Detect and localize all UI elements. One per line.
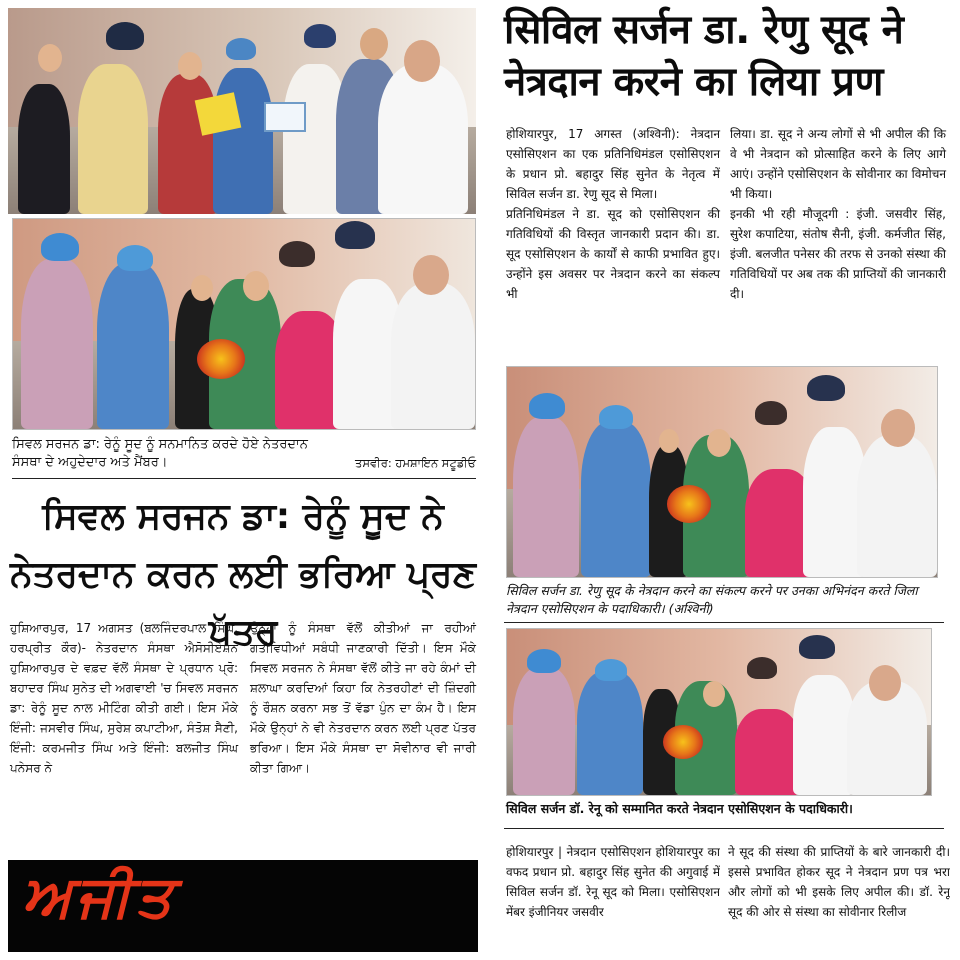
flower-bouquet	[667, 485, 711, 523]
divider	[12, 478, 476, 479]
ajit-masthead	[8, 860, 478, 952]
divider	[504, 622, 944, 623]
hindi-body-column-1: होशियारपुर, 17 अगस्त (अश्विनी): नेत्रदान एसोसिएशन का एक प्रतिनिधिमंडल एसोसिएशन के प्रधान प्रो. बहादुर सिंह सुनेत के नेतृत्व में सिविल सर्जन डा. रेणु सूद से मिला। प्रतिनिधिमंडल ने डा. सूद को एसोसिएशन की गतिविधियों की विस्तृत जानकारी प्रदान की। डा. सूद एसोसिएशन के कार्यों से काफी प्रभावित हुए। उन्होंने इस अवसर पर नेत्रदान करने का संकल्प भी	[506, 127, 720, 301]
photo-group-bouquet-punjabi	[12, 218, 476, 430]
divider	[504, 828, 944, 829]
hindi-2-body-column-2: ने सूद की संस्था की प्राप्तियों के बारे जानकारी दी। इससे प्रभावित होकर सूद ने नेत्रदान प्रण पत्र भरा और लोगों को भी इसके लिए अपील की। डॉ. रेनू सूद की ओर से संस्था का सोवीनार रिलीज	[728, 845, 950, 919]
photo-group-bouquet-hindi-2	[506, 628, 932, 796]
punjabi-body-column-1: ਹੁਸ਼ਿਆਰਪੁਰ, 17 ਅਗਸਤ (ਬਲਜਿੰਦਰਪਾਲ ਸਿੰਘ, ਹਰਪ੍ਰੀਤ ਕੌਰ)- ਨੇਤਰਦਾਨ ਸੰਸਥਾ ਐਸੋਸੀਏਸ਼ਨ ਹੁਸ਼ਿਆਰਪੁਰ ਦੇ ਵਫ਼ਦ ਵੱਲੋਂ ਸੰਸਥਾ ਦੇ ਪ੍ਰਧਾਨ ਪ੍ਰੋ: ਬਹਾਦਰ ਸਿੰਘ ਸੁਨੇਤ ਦੀ ਅਗਵਾਈ 'ਚ ਸਿਵਲ ਸਰਜਨ ਡਾ: ਰੇਨੂੰ ਸੂਦ ਨਾਲ ਮੀਟਿੰਗ ਕੀਤੀ ਗਈ। ਇਸ ਮੌਕੇ ਇੰਜੀ: ਜਸਵੀਰ ਸਿੰਘ, ਸੁਰੇਸ਼ ਕਪਾਟੀਆ, ਸੰਤੋਸ਼ ਸੈਣੀ, ਇੰਜੀ: ਕਰਮਜੀਤ ਸਿੰਘ ਅਤੇ ਇੰਜੀ: ਬਲਜੀਤ ਸਿੰਘ ਪਨੇਸਰ ਨੇ	[10, 621, 238, 775]
punjabi-photo-caption	[12, 436, 476, 472]
flower-bouquet	[663, 725, 703, 759]
hindi-headline-line1: सिविल सर्जन डा. रेणु सूद ने	[504, 7, 904, 53]
photo-group-office	[8, 8, 476, 214]
punjabi-photo-credit: ਤਸਵੀਰ: ਹਮਸ਼ਾਇਨ ਸਟੂਡੀਓ	[355, 456, 476, 470]
punjabi-headline-line2: ਨੇਤਰਦਾਨ ਕਰਨ ਲਈ ਭਰਿਆ ਪ੍ਰਣ ਪੱਤਰ	[10, 554, 476, 653]
punjabi-body-column-2: ਉਨ੍ਹਾਂ ਨੂੰ ਸੰਸਥਾ ਵੱਲੋਂ ਕੀਤੀਆਂ ਜਾ ਰਹੀਆਂ ਗਤੀਵਿਧੀਆਂ ਸਬੰਧੀ ਜਾਣਕਾਰੀ ਦਿੱਤੀ। ਇਸ ਮੌਕੇ ਸਿਵਲ ਸਰਜਨ ਨੇ ਸੰਸਥਾ ਵੱਲੋਂ ਕੀਤੇ ਜਾ ਰਹੇ ਕੰਮਾਂ ਦੀ ਸ਼ਲਾਘਾ ਕਰਦਿਆਂ ਕਿਹਾ ਕਿ ਨੇਤਰਹੀਣਾਂ ਦੀ ਜ਼ਿੰਦਗੀ ਨੂੰ ਰੌਸ਼ਨ ਕਰਨਾ ਸਭ ਤੋਂ ਵੱਡਾ ਪੁੰਨ ਦਾ ਕੰਮ ਹੈ। ਇਸ ਮੌਕੇ ਉਨ੍ਹਾਂ ਨੇ ਵੀ ਨੇਤਰਦਾਨ ਕਰਨ ਲਈ ਪ੍ਰਣ ਪੱਤਰ ਭਰਿਆ। ਇਸ ਮੌਕੇ ਸੰਸਥਾ ਦਾ ਸੋਵੀਨਾਰ ਵੀ ਜਾਰੀ ਕੀਤਾ ਗਿਆ।	[250, 621, 476, 775]
punjabi-headline-line1: ਸਿਵਲ ਸਰਜਨ ਡਾ: ਰੇਨੂੰ ਸੂਦ ਨੇ	[42, 496, 444, 537]
certificate	[264, 102, 306, 132]
photo-group-bouquet-hindi	[506, 366, 938, 578]
hindi-photo-caption: सिविल सर्जन डा. रेणु सूद के नेत्रदान करने का संकल्प करने पर उनका अभिनंदन करते जिला नेत्रदान एसोसिएशन के पदाधिकारी। (अश्विनी)	[506, 583, 918, 616]
hindi-headline	[504, 4, 952, 108]
flower-bouquet	[197, 339, 245, 379]
hindi-body-column-2: लिया। डा. सूद ने अन्य लोगों से भी अपील की कि वे भी नेत्रदान को प्रोत्साहित करने के लिए आगे आएं। उन्होंने एसोसिएशन के सोवीनार का विमोचन भी किया। इनकी भी रही मौजूदगी : इंजी. जसवीर सिंह, सुरेश कपाटिया, संतोष सैनी, इंजी. कर्मजीत सिंह, इंजी. बलजीत पनेसर की तरफ से उनको संस्था की गतिविधियों पर अब तक की प्राप्तियों की जानकारी दी।	[730, 127, 946, 301]
punjabi-photo-caption-line2: ਸੰਸਥਾ ਦੇ ਅਹੁਦੇਦਾਰ ਅਤੇ ਮੈਂਬਰ।	[12, 455, 168, 470]
masthead-logo-text: ਅਜੀਤ	[22, 862, 177, 930]
hindi-2-body-column-1: होशियारपुर | नेत्रदान एसोसिएशन होशियारपुर का वफद प्रधान प्रो. बहादुर सिंह सुनेत की अगुवाई में सिविल सर्जन डॉ. रेनू सूद को मिला। एसोसिएशन मेंबर इंजीनियर जसवीर	[506, 845, 720, 919]
hindi-photo-caption-2: सिविल सर्जन डॉ. रेनू को सम्मानित करते नेत्रदान एसोसिएशन के पदाधिकारी।	[506, 801, 853, 816]
hindi-headline-line2: नेत्रदान करने का लिया प्रण	[504, 59, 883, 105]
punjabi-photo-caption-line1: ਸਿਵਲ ਸਰਜਨ ਡਾ: ਰੇਨੂੰ ਸੂਦ ਨੂੰ ਸਨਮਾਨਿਤ ਕਰਦੇ ਹੋਏ ਨੇਤਰਦਾਨ	[12, 437, 308, 452]
